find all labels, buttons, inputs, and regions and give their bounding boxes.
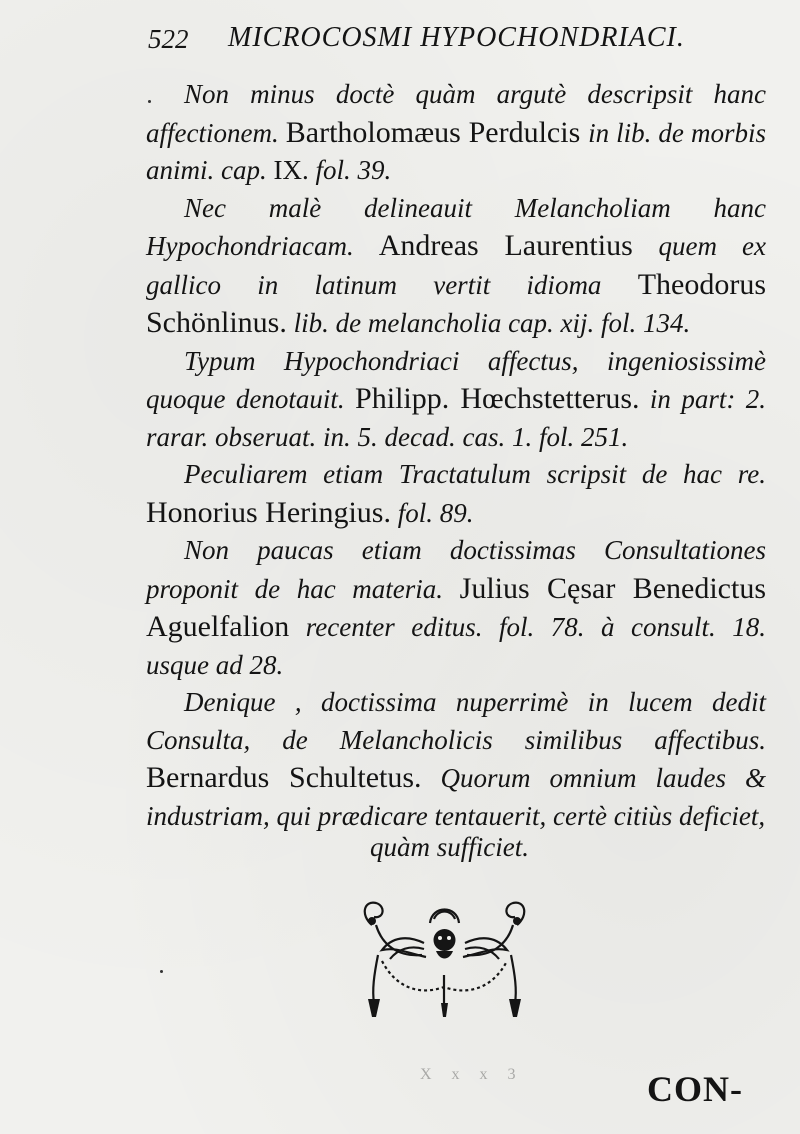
italic-text: quem ex gallico in latinum vertit idioma — [146, 231, 766, 300]
winged-cherub-ornament — [352, 895, 537, 1020]
catchword: CON- — [647, 1069, 743, 1109]
italic-text: lib. de melancholia cap. xij. fol. 134. — [286, 308, 691, 338]
page-header — [148, 22, 760, 58]
paragraph — [146, 190, 766, 343]
author-name: Theodorus Schönlinus. — [146, 267, 766, 339]
ink-speck — [148, 100, 151, 103]
italic-text: Non paucas etiam doctissimas Consultationes proponit de hac materia. — [146, 535, 766, 604]
final-line: quàm sufficiet. — [370, 832, 529, 862]
italic-text: Quorum omnium laudes & industriam, qui prædicare tentauerit, certè citiùs deficiet, — [146, 763, 767, 831]
italic-text: in part: 2. rarar. obseruat. in. 5. decad. cas. 1. fol. 251. — [146, 384, 766, 452]
body-text — [146, 76, 766, 835]
paragraph — [146, 343, 766, 457]
author-name: Andreas Laurentius — [378, 229, 659, 262]
paragraph — [146, 76, 766, 190]
ink-speck — [160, 970, 163, 973]
author-name: Bartholomæus Perdulcis — [285, 115, 589, 149]
italic-text: fol. 89. — [390, 497, 474, 528]
italic-text: recenter editus. fol. 78. à consult. 18. usque ad 28. — [146, 612, 766, 680]
italic-text: Peculiarem etiam Tractatulum scripsit de hac re. — [184, 459, 766, 489]
paragraph — [146, 684, 766, 835]
paragraph — [146, 532, 766, 684]
italic-text: in lib. de morbis animi. cap. — [146, 117, 766, 185]
italic-text: Nec malè delineauit Melancholiam hanc Hypochondriacam. — [146, 192, 766, 261]
italic-text: fol. 39. — [308, 155, 392, 185]
author-name: IX. — [273, 155, 309, 185]
signature-mark: X x x 3 — [420, 1066, 524, 1083]
paragraph — [146, 456, 766, 532]
author-name: Julius Cęsar Benedictus Aguelfalion — [146, 571, 766, 643]
running-head: MICROCOSMI HYPOCHONDRIACI. — [228, 22, 685, 53]
italic-text: Non minus doctè quàm argutè descripsit hanc affectionem. — [146, 79, 766, 148]
italic-text: Denique , doctissima nuperrimè in lucem dedit Consulta, de Melancholicis similibus affectibus. — [146, 687, 766, 755]
author-name: Honorius Heringius. — [146, 495, 391, 529]
page-number: 522 — [148, 24, 189, 54]
author-name: Philipp. Hœchstetterus. — [355, 382, 640, 415]
author-name: Bernardus Schultetus. — [146, 761, 422, 794]
italic-text: Typum Hypochondriaci affectus, ingeniosissimè quoque denotauit. — [146, 345, 766, 414]
